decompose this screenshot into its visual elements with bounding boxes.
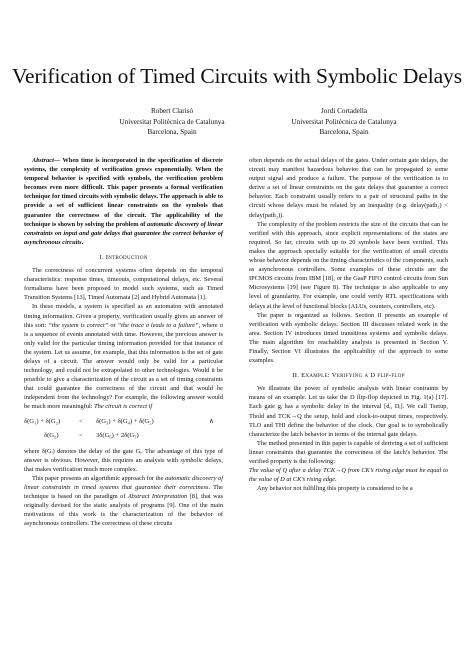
body-paragraph: The complexity of the problem restricts the size of the circuits that can be verified with this approach, since explicit representations of the states are required. So far, circuits with up to 20 symbols have been verified. This makes the approach specially suitable for the verification of small circuits whose behavior depends on the timing characteristics of the components, such as asynchronous controllers. Some examples of these circuits are the IPCMOS circuits from IBM [18], or the GasP FIFO control circuits from Sun Microsystems [19] (see Figure 8). The technique is also applicable to any level of granularity. For example, one could verify RTL specifications with delays at the level of functional blocks (ALUs, counters, controllers, etc). [249, 220, 448, 310]
author-affiliation: Universitat Politècnica de Catalunya [119, 117, 225, 126]
equation-block [24, 415, 223, 445]
author-city: Barcelona, Spain [319, 128, 369, 137]
body-paragraph: often depends on the actual delays of the gates. Under certain gate delays, the circuit may manifest hazardous behavior that can be propagated to some output signal and produce a failure. The purpose of the verification is to derive a set of linear constraints on the gate delays that guarantee a correct behavior. Each constraint usually refers to a pair of structural paths in the circuit whose delays must be related by an inequality (e.g. delay(path₁) < delay(path₂)). [249, 157, 448, 219]
equation-term: 3δ(G₆) + 2δ(G₇) [96, 431, 139, 439]
intro-text: In these models, a system is specified as an automaton with annotated timing information. Given a property, verification usually gives an answer of this sort: [24, 303, 223, 329]
intro-text: [8], that was originally devised for the static analysis of programs [9]. One of the main motivations of this work is the characterization of the behavior of asynchronous controllers. The correctness of these circuits [24, 493, 223, 528]
intro-paragraph-1: The correctness of concurrent systems often depends on the temporal characteristics: response times, timeouts, computational delays, etc. Several formalisms have been proposed to model such systems, such as Timed Transition Systems [13], Timed Automata [2] and Hybrid Automata [1]. [24, 267, 223, 302]
intro-quote: “the system is correct” [48, 321, 109, 329]
section-number: I. [99, 253, 106, 261]
section-heading-example [249, 371, 448, 380]
left-column [24, 156, 223, 528]
author-name: Jordi Cortadella [320, 107, 368, 115]
intro-text: where δ(Gᵢ) denotes the delay of the gate Gᵢ. The advantage of this type of answer is obvious. However, this requires an analysis with [24, 447, 223, 464]
abstract-end: . [81, 238, 84, 246]
body-paragraph: Any behavior not fulfilling this property is considered to be a [257, 485, 413, 493]
body-paragraph: We illustrate the power of symbolic analysis with linear contraints by means of an example. Let us take the D flip-flop depicted in Fig. 1(a) [17]. Each gate gᵢ has a symbolic delay in the interval [dᵢ, Dᵢ]. We call Tsetup, Thold and TCK→Q the setup, hold and clock-to-output times, respectively. TLO and THI define the behavior of the clock. Our goal is to symbolically characterize the latch behavior in terms of the internal gate delays. [249, 385, 448, 438]
abstract-text: When time is incorporated in the specification of discrete systems, the complexity of verification grows exponentially. When the temporal behavior is specified with symbols, the verification problem becomes even more difficult. This paper presents a formal verification technique for timed circuits with symbolic delays. The approach is able to provide a set of sufficient linear constraints on the symbols that guarantee the correctness of the circuit. The applicability of the technique is shown by solving the problem of [24, 157, 223, 228]
intro-paragraph-3 [24, 447, 223, 474]
right-column [249, 156, 448, 493]
equation-operator: < [79, 417, 83, 425]
body-paragraph: The method presented in this paper is capable of deriving a set of sufficient linear constraints that guarantee the correctness of the latch’s behavior. The verified property is the following: [249, 439, 449, 465]
intro-text: delays, that makes verification much more complex. [24, 456, 223, 473]
intro-emphasis: automatic discovery of linear constraints in timed systems that guarantee their correctness [24, 474, 223, 491]
intro-text: . The technique is based on the paradigm of [24, 483, 223, 500]
equation-term: δ(G₁) + δ(G₂) [24, 417, 61, 425]
section-title: Introduction [105, 253, 148, 261]
author-name: Robert Clarisó [150, 107, 194, 115]
abstract [24, 156, 223, 247]
intro-quote: “the trace σ leads to a failure” [117, 321, 199, 329]
intro-emphasis: symbolic [180, 456, 203, 464]
section-title: Example: Verifying a D flip-flop [301, 372, 405, 380]
equation-term: δ(G₂) [44, 431, 59, 439]
author-block-2 [254, 106, 434, 138]
equation-term: δ(G₃) + δ(G₄) + δ(G₅) [96, 417, 154, 425]
author-affiliation: Universitat Politècnica de Catalunya [291, 117, 397, 126]
author-city: Barcelona, Spain [147, 128, 197, 137]
abstract-emphasis: automatic discovery of linear constraints on input and gate delays that guarantee the correct behavior of asynchronous circuits [24, 220, 223, 246]
intro-text: This paper presents an algorithmic approach for the [32, 474, 166, 482]
paper-title: Verification of Timed Circuits with Symbolic Delays [12, 64, 462, 88]
body-paragraph: The paper is organized as follows. Section II presents an example of verification with symbolic delays. Section III discusses related work in the area. Section IV introduces timed transitions systems and symbolic delays. The main algorithm for reachability analysis is presented in Section V. Finally, Section VI illustrates the applicability of the approach to some examples. [249, 311, 448, 365]
author-block-1 [82, 106, 262, 138]
intro-text: or [108, 321, 118, 329]
equation-and: ∧ [209, 417, 214, 425]
section-number: II. [292, 372, 302, 380]
equation-operator: < [79, 431, 83, 439]
intro-emphasis: Abstract Interpretation [127, 493, 188, 500]
intro-text: , where σ is a sequence of events annotated with time. However, the previous answer is only valid for the particular timing information provided for that instance of the system. Let us assume, for example, that this information is the set of gate delays of a circuit. The answer would only be valid for a particular technology, and could not be extrapolated to other technologies. Would it be possible to give a characterization of the circuit as a set of timing constraints that could guarantee the correctness of the circuit and that would be independent from the technology? For example, the following answer would be much more meaningful: [24, 321, 223, 411]
property-quote: The value of Q after a delay TCK→Q from CK’s rising edge must be equal to the value of D at CK’s rising edge. [249, 467, 448, 484]
abstract-label: Abstract— [32, 157, 61, 164]
intro-paragraph-4 [24, 474, 223, 529]
section-heading-introduction [24, 253, 223, 262]
intro-paragraph-2 [24, 302, 223, 411]
intro-quote: The circuit is correct if [94, 403, 153, 411]
